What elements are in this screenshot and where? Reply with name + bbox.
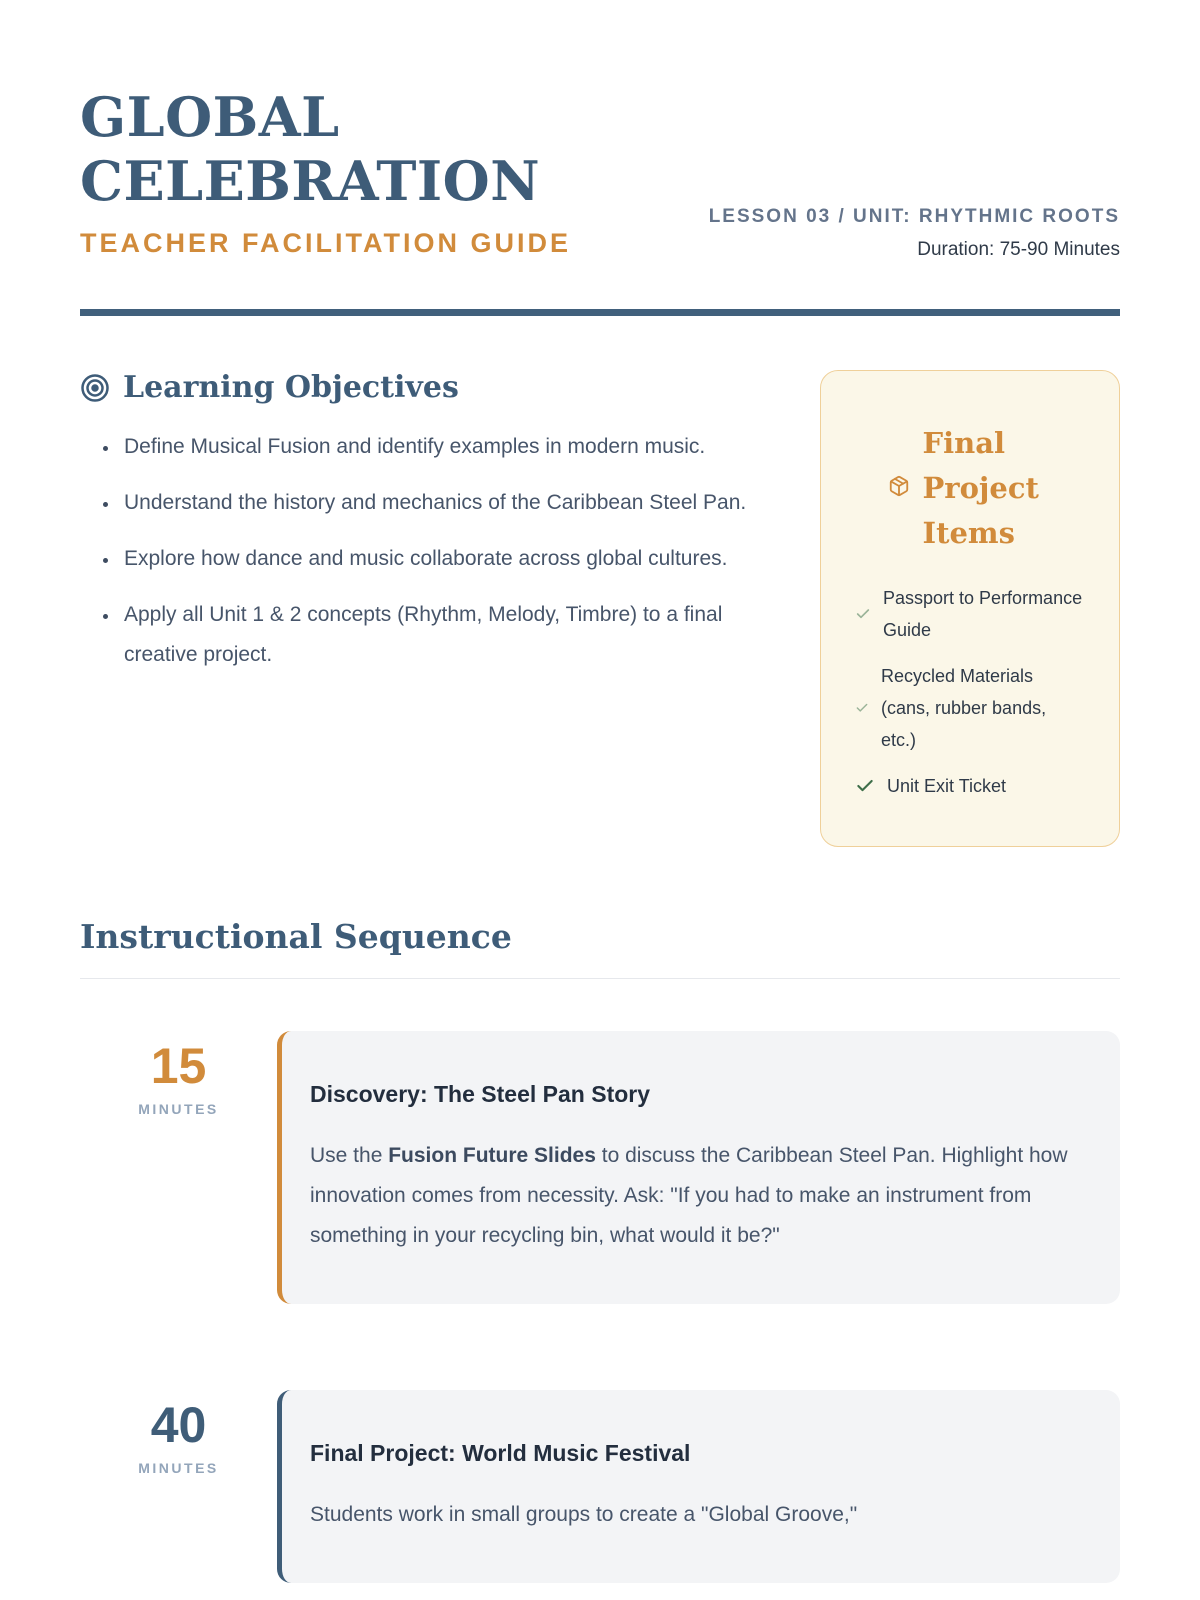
step-minutes-value: 40 bbox=[150, 1397, 207, 1454]
step-duration bbox=[80, 1390, 277, 1583]
step-text-bold: Fusion Future Slides bbox=[388, 1144, 596, 1168]
checklist-item bbox=[855, 770, 1085, 802]
step-title: Discovery: The Steel Pan Story bbox=[310, 1081, 651, 1108]
check-icon bbox=[855, 776, 875, 796]
checklist-item-label: Passport to Performance Guide bbox=[883, 588, 1083, 641]
objective-item: • Explore how dance and music collaborate across global cultures. bbox=[120, 539, 776, 579]
learning-objectives-heading bbox=[80, 370, 776, 405]
objectives-list bbox=[80, 427, 776, 675]
step-text: to discuss the Caribbean Steel Pan. Highlight how innovation comes from necessity. Ask: "If you had to make an instrument from something in your recycling bin, what would it be?" bbox=[310, 1144, 1068, 1248]
sequence-step-1 bbox=[80, 1031, 1120, 1304]
checklist-item bbox=[855, 582, 1085, 646]
target-icon bbox=[80, 373, 110, 403]
checklist-item bbox=[855, 660, 1085, 756]
final-project-card bbox=[820, 370, 1120, 847]
final-project-card-header bbox=[855, 421, 1085, 556]
final-project-card-title: Final Project Items bbox=[922, 426, 1039, 551]
header-divider bbox=[80, 309, 1120, 316]
check-icon bbox=[855, 606, 871, 622]
learning-objectives-title: Learning Objectives bbox=[123, 370, 459, 406]
lesson-unit-label: LESSON 03 / UNIT: RHYTHMIC ROOTS bbox=[708, 206, 1120, 228]
page-subtitle: TEACHER FACILITATION GUIDE bbox=[80, 228, 571, 259]
package-icon bbox=[888, 475, 910, 502]
step-card bbox=[277, 1031, 1120, 1304]
objective-item: • Apply all Unit 1 & 2 concepts (Rhythm, Melody, Timbre) to a final creative project. bbox=[120, 595, 776, 675]
instructional-sequence-heading: Instructional Sequence bbox=[80, 917, 1120, 979]
checklist-item-label: Recycled Materials (cans, rubber bands, etc.) bbox=[881, 666, 1047, 751]
header bbox=[80, 86, 1120, 265]
final-project-items-list bbox=[855, 582, 1085, 802]
objective-item: • Understand the history and mechanics of the Caribbean Steel Pan. bbox=[120, 483, 776, 523]
step-description bbox=[310, 1136, 1078, 1256]
instructional-sequence-section bbox=[80, 917, 1120, 1583]
check-icon bbox=[855, 701, 869, 715]
step-text: Use the bbox=[310, 1144, 389, 1168]
step-minutes-value: 15 bbox=[150, 1038, 207, 1095]
objective-item: • Define Musical Fusion and identify examples in modern music. bbox=[120, 427, 776, 467]
objectives-section bbox=[80, 370, 1120, 847]
duration-label: Duration: 75-90 Minutes bbox=[917, 239, 1120, 261]
step-minutes-unit: MINUTES bbox=[138, 1101, 219, 1118]
header-right bbox=[690, 200, 1120, 265]
step-duration bbox=[80, 1031, 277, 1304]
step-text: Students work in small groups to create a "Global Groove," bbox=[310, 1503, 858, 1527]
checklist-item-label: Unit Exit Ticket bbox=[887, 776, 1007, 797]
step-minutes-unit: MINUTES bbox=[138, 1460, 219, 1477]
sequence-step-2 bbox=[80, 1390, 1120, 1583]
header-left bbox=[80, 86, 640, 265]
step-description bbox=[310, 1495, 1078, 1535]
page-title: GLOBAL CELEBRATION bbox=[80, 85, 541, 213]
learning-objectives bbox=[80, 370, 776, 691]
step-card bbox=[277, 1390, 1120, 1583]
step-title: Final Project: World Music Festival bbox=[310, 1440, 691, 1467]
